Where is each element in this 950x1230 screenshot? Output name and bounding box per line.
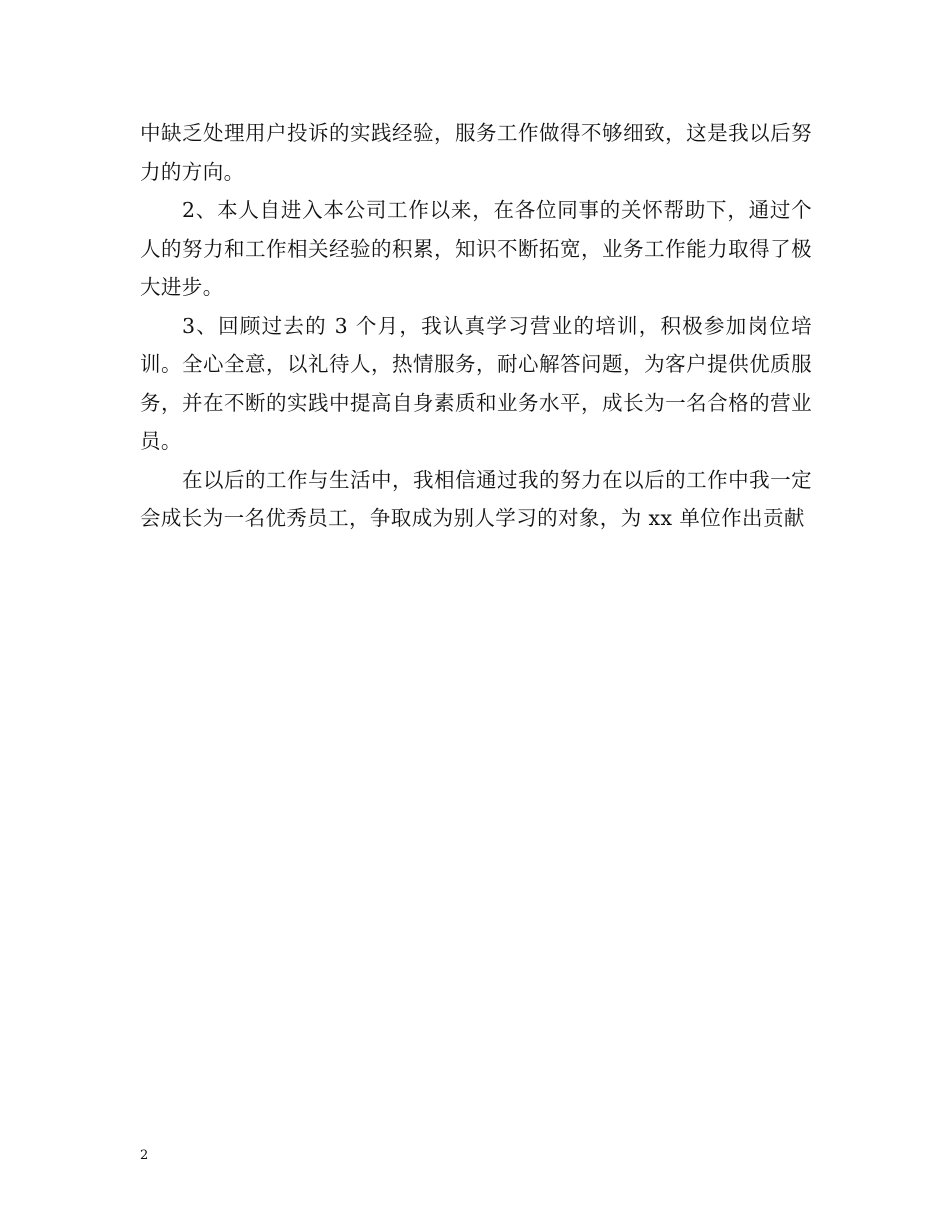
page-number: 2 — [140, 1148, 149, 1163]
paragraph-continuation: 中缺乏处理用户投诉的实践经验，服务工作做得不够细致，这是我以后努力的方向。 — [140, 121, 812, 184]
document-body — [140, 114, 812, 538]
paragraph-item-2: 2、本人自进入本公司工作以来，在各位同事的关怀帮助下，通过个人的努力和工作相关经验的积累，知识不断拓宽，业务工作能力取得了极大进步。 — [140, 198, 812, 299]
paragraph-item-3: 3、回顾过去的 3 个月，我认真学习营业的培训，积极参加岗位培训。全心全意，以礼待人，热情服务，耐心解答问题，为客户提供优质服务，并在不断的实践中提高自身素质和业务水平，成长为一名合格的营业员。 — [140, 313, 812, 453]
paragraph-conclusion: 在以后的工作与生活中，我相信通过我的努力在以后的工作中我一定会成长为一名优秀员工，争取成为别人学习的对象，为 xx 单位作出贡献 — [140, 467, 812, 530]
